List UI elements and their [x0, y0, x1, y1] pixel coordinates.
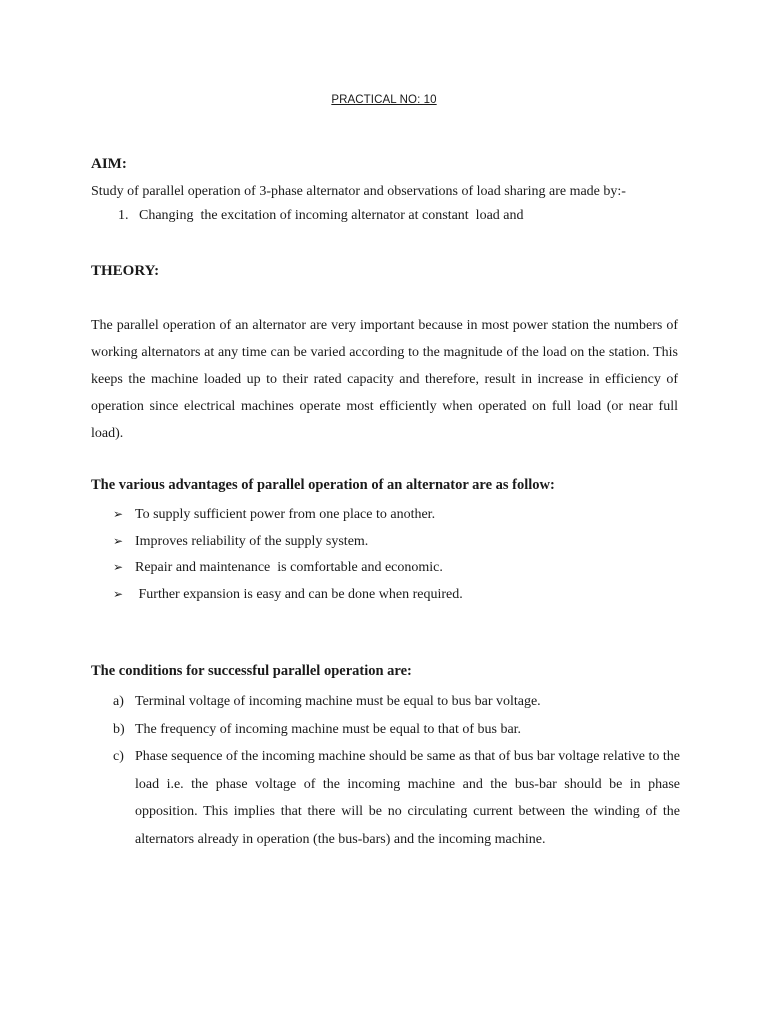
list-item — [113, 716, 680, 744]
arrow-bullet-icon: ➢ — [113, 507, 124, 521]
theory-paragraph: The parallel operation of an alternator are very important because in most power station the numbers of working alternators at any time can be varied according to the magnitude of the load on the station. This keeps the machine loaded up to their rated capacity and therefore, result in increase in efficiency of operation since electrical machines operate most efficiently when operated on full load (or near full load). — [91, 318, 678, 441]
conditions-heading: The conditions for successful parallel operation are: — [91, 663, 412, 679]
list-item — [113, 554, 463, 581]
list-item-text: Repair and maintenance is comfortable and economic. — [135, 560, 443, 575]
arrow-bullet-icon: ➢ — [113, 560, 124, 574]
arrow-bullet-icon: ➢ — [113, 533, 124, 548]
aim-list-item — [118, 208, 524, 224]
list-item — [113, 743, 680, 853]
list-item-text: The frequency of incoming machine must be equal to that of bus bar. — [135, 721, 522, 737]
theory-heading: THEORY: — [91, 263, 160, 279]
arrow-bullet-icon: ➢ — [113, 586, 124, 601]
advantages-list — [113, 501, 463, 607]
list-item — [113, 688, 680, 716]
list-marker: b) — [113, 721, 125, 737]
list-marker: c) — [113, 749, 124, 764]
list-item — [113, 528, 463, 555]
advantages-heading: The various advantages of parallel operation of an alternator are as follow: — [91, 477, 555, 493]
aim-heading: AIM: — [91, 156, 127, 172]
list-item — [113, 581, 463, 608]
list-item-text: Improves reliability of the supply system. — [135, 533, 369, 549]
list-marker: a) — [113, 694, 124, 709]
list-item-text: Changing the excitation of incoming alternator at constant load and — [139, 208, 524, 223]
aim-text: Study of parallel operation of 3-phase alternator and observations of load sharing are made by:- — [91, 184, 626, 199]
list-marker: 1. — [118, 208, 129, 223]
list-item-text: Phase sequence of the incoming machine should be same as that of bus bar voltage relative to the load i.e. the phase voltage of the incoming machine and the bus-bar should be in phase opposition. This implies that there will be no circulating current between the winding of the alternators already in operation (the bus-bars) and the incoming machine. — [135, 749, 680, 847]
page-title: PRACTICAL NO: 10 — [331, 94, 437, 106]
list-item-text: To supply sufficient power from one place to another. — [135, 507, 436, 522]
conditions-list — [113, 688, 680, 853]
list-item-text: Terminal voltage of incoming machine must be equal to bus bar voltage. — [135, 694, 541, 709]
list-item-text: Further expansion is easy and can be done when required. — [135, 586, 463, 602]
list-item — [113, 501, 463, 528]
